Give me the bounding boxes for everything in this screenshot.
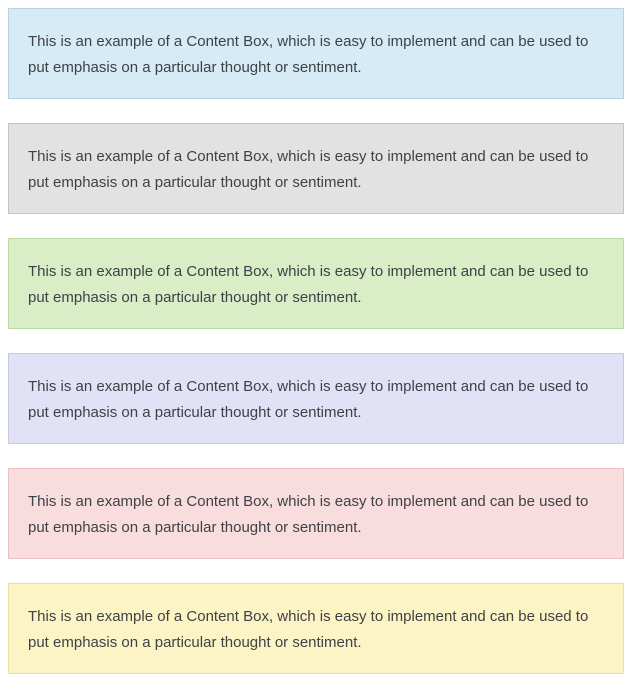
content-box-text: This is an example of a Content Box, which is easy to implement and can be used to put emphasis on a particular thought or sentiment. — [28, 608, 589, 651]
content-box-text: This is an example of a Content Box, which is easy to implement and can be used to put emphasis on a particular thought or sentiment. — [28, 493, 589, 536]
content-box-list — [8, 8, 624, 674]
content-box-yellow — [8, 583, 624, 674]
content-box-green — [8, 238, 624, 329]
content-box-text: This is an example of a Content Box, which is easy to implement and can be used to put emphasis on a particular thought or sentiment. — [28, 263, 589, 306]
content-box-text: This is an example of a Content Box, which is easy to implement and can be used to put emphasis on a particular thought or sentiment. — [28, 148, 589, 191]
content-box-text: This is an example of a Content Box, which is easy to implement and can be used to put emphasis on a particular thought or sentiment. — [28, 33, 589, 76]
content-box-text: This is an example of a Content Box, which is easy to implement and can be used to put emphasis on a particular thought or sentiment. — [28, 378, 589, 421]
content-box-red — [8, 468, 624, 559]
content-box-gray — [8, 123, 624, 214]
content-box-purple — [8, 353, 624, 444]
content-box-blue — [8, 8, 624, 99]
